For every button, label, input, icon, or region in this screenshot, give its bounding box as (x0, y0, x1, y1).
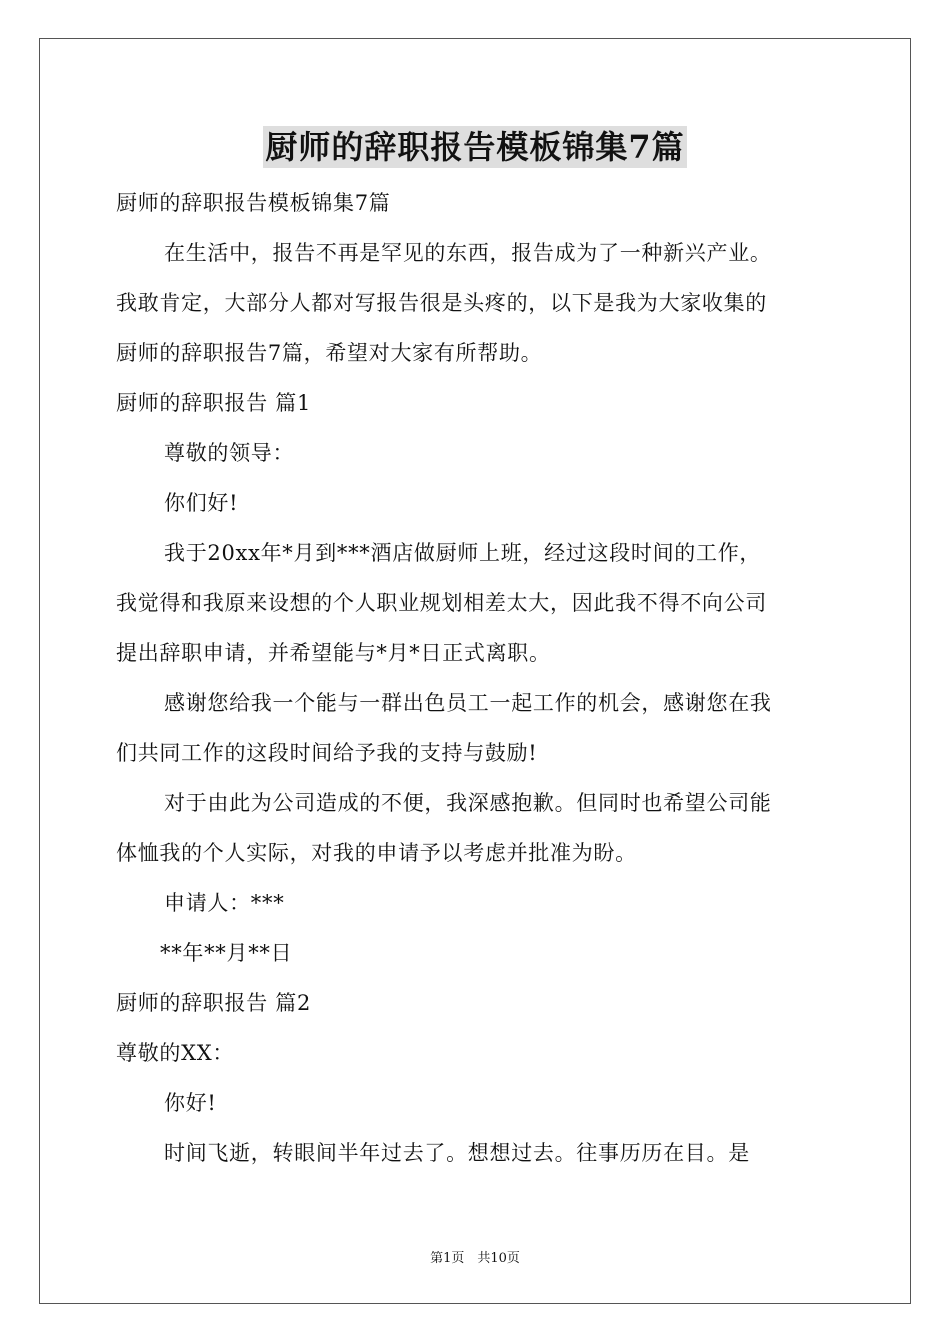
body-paragraph-line: 我于20xx年*月到***酒店做厨师上班，经过这段时间的工作， (164, 541, 762, 565)
body-paragraph-line: 感谢您给我一个能与一群出色员工一起工作的机会，感谢您在我 (164, 691, 772, 715)
title-container (0, 126, 950, 168)
body-paragraph-line: 对于由此为公司造成的不便，我深感抱歉。但同时也希望公司能 (164, 791, 772, 815)
date-line: **年**月**日 (160, 941, 293, 965)
body-paragraph-line: 时间飞逝，转眼间半年过去了。想想过去。往事历历在目。是 (164, 1141, 750, 1165)
greeting: 你们好! (164, 491, 239, 515)
greeting: 你好! (164, 1091, 217, 1115)
intro-paragraph-line: 厨师的辞职报告7篇，希望对大家有所帮助。 (116, 341, 543, 365)
body-paragraph-line: 们共同工作的这段时间给予我的支持与鼓励! (116, 741, 538, 765)
salutation: 尊敬的XX： (116, 1041, 235, 1065)
section-heading-1: 厨师的辞职报告 篇1 (116, 391, 312, 415)
body-paragraph-line: 我觉得和我原来设想的个人职业规划相差太大，因此我不得不向公司 (116, 591, 767, 615)
intro-paragraph-line: 在生活中，报告不再是罕见的东西，报告成为了一种新兴产业。 (164, 241, 772, 265)
intro-paragraph-line: 我敢肯定，大部分人都对写报告很是头疼的，以下是我为大家收集的 (116, 291, 767, 315)
section-heading-2: 厨师的辞职报告 篇2 (116, 991, 312, 1015)
page-footer: 第1页 共10页 (430, 1251, 520, 1266)
applicant-line: 申请人：*** (164, 891, 285, 915)
document-title: 厨师的辞职报告模板锦集7篇 (265, 128, 685, 166)
subtitle-line: 厨师的辞职报告模板锦集7篇 (116, 191, 391, 215)
body-paragraph-line: 提出辞职申请，并希望能与*月*日正式离职。 (116, 641, 551, 665)
salutation: 尊敬的领导： (164, 441, 295, 465)
document-body (116, 178, 836, 1178)
body-paragraph-line: 体恤我的个人实际，对我的申请予以考虑并批准为盼。 (116, 841, 637, 865)
